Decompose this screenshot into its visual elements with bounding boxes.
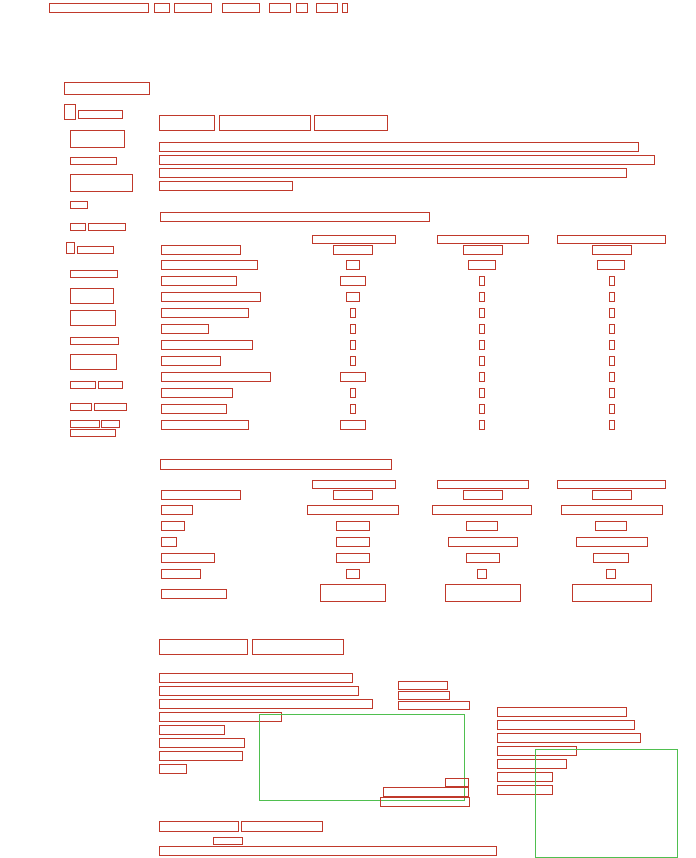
text-line (159, 764, 187, 774)
table-1-col-2 (437, 235, 529, 244)
table-cell (320, 584, 386, 602)
table-cell (307, 505, 399, 515)
table-row (161, 308, 249, 318)
table-cell (350, 404, 356, 414)
top-nav-item-5[interactable] (269, 3, 291, 13)
table-cell (346, 569, 360, 579)
table-cell (340, 372, 366, 382)
figure-caption-1c (380, 797, 470, 807)
sidebar-item-4[interactable] (70, 174, 133, 192)
table-cell (479, 308, 485, 318)
table-cell (477, 569, 487, 579)
table-row (161, 276, 237, 286)
sidebar-item-7-icon (66, 242, 75, 254)
table-cell (609, 404, 615, 414)
table-cell (609, 372, 615, 382)
sidebar-title (64, 82, 150, 95)
table-cell (609, 276, 615, 286)
top-nav-item-1[interactable] (49, 3, 149, 13)
table-1-col-3 (557, 235, 666, 244)
text-line (398, 701, 470, 710)
table-1-col-1 (312, 235, 396, 244)
bottom-line-1 (213, 837, 243, 845)
sidebar-item-7[interactable] (77, 246, 114, 254)
sidebar-item-6a[interactable] (70, 223, 86, 231)
table-cell (333, 245, 373, 255)
table-cell (340, 276, 366, 286)
paragraph-block-1 (159, 142, 659, 192)
table-cell (597, 260, 625, 270)
table-cell (609, 324, 615, 334)
table-cell (479, 356, 485, 366)
text-line (159, 168, 627, 178)
table-cell (479, 420, 485, 430)
table-cell (350, 324, 356, 334)
text-line (497, 707, 627, 717)
sidebar-item-1[interactable] (78, 110, 123, 119)
table-cell (463, 245, 503, 255)
side-caption-block (398, 681, 473, 711)
text-line (398, 681, 448, 690)
table-row (161, 569, 201, 579)
sidebar-item-14a[interactable] (70, 403, 92, 411)
table-row (161, 589, 227, 599)
table-cell (350, 388, 356, 398)
sidebar-item-15a[interactable] (70, 420, 100, 428)
table-row (161, 521, 185, 531)
top-nav-item-2[interactable] (154, 3, 170, 13)
sidebar-item-11[interactable] (70, 337, 119, 345)
table-cell (466, 553, 500, 563)
table-cell (479, 324, 485, 334)
section-heading-3a (159, 639, 248, 655)
table-row (161, 553, 215, 563)
table-row (161, 537, 177, 547)
sidebar-item-6b[interactable] (88, 223, 126, 231)
top-nav-item-6[interactable] (296, 3, 308, 13)
table-cell (336, 537, 370, 547)
table-cell (572, 584, 652, 602)
table-cell (468, 260, 496, 270)
table-cell (606, 569, 616, 579)
table-cell (340, 420, 366, 430)
table-cell (609, 420, 615, 430)
top-nav-item-4[interactable] (222, 3, 260, 13)
table-cell (561, 505, 663, 515)
top-nav-item-8[interactable] (342, 3, 348, 13)
sidebar-item-1-icon (64, 104, 76, 120)
table-cell (609, 308, 615, 318)
table-row (161, 505, 193, 515)
text-line (159, 751, 243, 761)
text-line (159, 673, 353, 683)
figure-caption-1a (445, 778, 469, 787)
bottom-heading-a (159, 821, 239, 832)
table-2-col-2 (437, 480, 529, 489)
table-2-col-1 (312, 480, 396, 489)
table-row (161, 260, 258, 270)
table-cell (479, 388, 485, 398)
table-cell (479, 276, 485, 286)
table-cell (466, 521, 498, 531)
text-line (159, 142, 639, 152)
table-1 (160, 245, 670, 435)
sidebar-item-8[interactable] (70, 270, 118, 278)
text-line (398, 691, 450, 700)
table-row (161, 372, 271, 382)
sidebar-item-15b[interactable] (101, 420, 120, 428)
table-cell (336, 521, 370, 531)
section-heading-1a (159, 115, 215, 131)
table-cell (576, 537, 648, 547)
table-cell (595, 521, 627, 531)
table-row (161, 324, 209, 334)
section-heading-1b (219, 115, 311, 131)
text-line (497, 733, 641, 743)
table-cell (333, 490, 373, 500)
table-cell (609, 292, 615, 302)
sidebar-item-10[interactable] (70, 310, 116, 326)
section-heading-1c (314, 115, 388, 131)
table-1-title (160, 212, 430, 222)
sidebar-item-16[interactable] (70, 429, 116, 437)
table-cell (479, 340, 485, 350)
table-cell (350, 308, 356, 318)
table-2 (160, 490, 670, 610)
table-cell (592, 245, 632, 255)
table-row (161, 420, 249, 430)
table-row (161, 340, 253, 350)
section-heading-3b (252, 639, 344, 655)
table-cell (350, 356, 356, 366)
text-line (159, 181, 293, 191)
table-cell (346, 260, 360, 270)
table-cell (609, 340, 615, 350)
table-row (161, 356, 221, 366)
text-line (159, 725, 225, 735)
sidebar-item-5[interactable] (70, 201, 88, 209)
table-cell (346, 292, 360, 302)
table-cell (463, 490, 503, 500)
top-nav-item-7[interactable] (316, 3, 338, 13)
table-cell (479, 372, 485, 382)
table-cell (592, 490, 632, 500)
table-row (161, 245, 241, 255)
table-2-col-3 (557, 480, 666, 489)
table-cell (336, 553, 370, 563)
sidebar-item-9[interactable] (70, 288, 114, 304)
table-cell (350, 340, 356, 350)
table-row (161, 388, 233, 398)
table-cell (448, 537, 518, 547)
sidebar-item-14b[interactable] (94, 403, 127, 411)
table-row (161, 404, 227, 414)
table-cell (445, 584, 521, 602)
bottom-line-2 (159, 846, 497, 856)
sidebar-item-2[interactable] (70, 130, 125, 148)
text-line (159, 738, 245, 748)
table-cell (432, 505, 532, 515)
bottom-heading-b (241, 821, 323, 832)
text-line (159, 155, 655, 165)
table-row (161, 490, 241, 500)
table-cell (593, 553, 629, 563)
text-line (159, 686, 359, 696)
top-nav-item-3[interactable] (174, 3, 212, 13)
text-line (497, 720, 635, 730)
table-2-title (160, 459, 392, 470)
figure-highlight-2 (535, 749, 678, 858)
sidebar-item-13a[interactable] (70, 381, 96, 389)
sidebar-item-3[interactable] (70, 157, 117, 165)
sidebar-item-13b[interactable] (98, 381, 123, 389)
table-cell (609, 388, 615, 398)
table-cell (479, 292, 485, 302)
figure-caption-1b (383, 787, 469, 797)
table-cell (479, 404, 485, 414)
sidebar-item-12[interactable] (70, 354, 117, 370)
table-row (161, 292, 261, 302)
text-line (159, 699, 373, 709)
table-cell (609, 356, 615, 366)
